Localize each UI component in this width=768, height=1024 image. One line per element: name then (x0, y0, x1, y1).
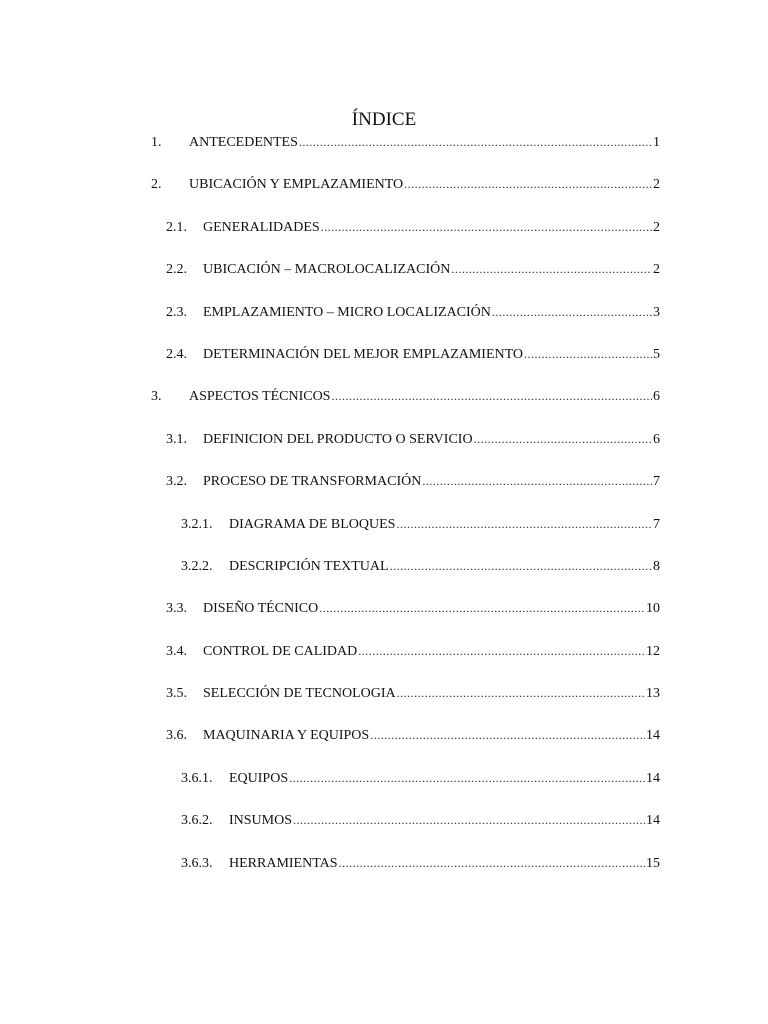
toc-entry-row (181, 556, 660, 577)
toc-entry-row (151, 174, 660, 195)
toc-entry-page-number: 1 (653, 135, 660, 150)
toc-entry[interactable] (0, 131, 768, 173)
toc-entry-number: 3.4. (166, 643, 187, 659)
toc-entry-text: DEFINICION DEL PRODUCTO O SERVICIO (203, 431, 473, 447)
toc-entry-number: 1. (151, 135, 162, 150)
toc-entry-page-number: 8 (653, 558, 660, 574)
toc-entry-text: HERRAMIENTAS (229, 855, 338, 871)
toc-entry-page-number: 7 (653, 516, 660, 532)
toc-entry-text: EQUIPOS (229, 770, 289, 786)
toc-entry-text: MAQUINARIA Y EQUIPOS (203, 728, 370, 744)
toc-entry-number: 2.3. (166, 304, 187, 320)
toc-entry-number: 3.3. (166, 601, 187, 617)
toc-dot-leader (370, 725, 645, 745)
toc-entry[interactable] (0, 301, 768, 343)
toc-dot-leader (321, 217, 652, 237)
toc-entry-text: DESCRIPCIÓN TEXTUAL (229, 558, 389, 574)
toc-entry[interactable] (0, 597, 768, 639)
toc-entry-text: PROCESO DE TRANSFORMACIÓN (203, 474, 422, 490)
toc-entry-number: 2. (151, 177, 162, 193)
toc-entry-row (181, 768, 660, 789)
toc-entry-row (181, 514, 660, 535)
toc-entry-row (166, 344, 660, 365)
toc-dot-leader (331, 386, 652, 406)
toc-entry[interactable] (0, 385, 768, 427)
toc-entry-number: 3. (151, 389, 162, 405)
toc-entry-text: DETERMINACIÓN DEL MEJOR EMPLAZAMIENTO (203, 346, 524, 362)
toc-entry-number: 2.1. (166, 219, 187, 235)
toc-entry-row (166, 429, 660, 450)
toc-entry[interactable] (0, 767, 768, 809)
toc-entry-row (181, 853, 660, 874)
toc-dot-leader (524, 344, 652, 364)
toc-dot-leader (293, 810, 645, 830)
toc-entry[interactable] (0, 809, 768, 851)
toc-entry[interactable] (0, 470, 768, 512)
toc-entry[interactable] (0, 513, 768, 555)
toc-entry[interactable] (0, 724, 768, 766)
toc-entry-row (166, 641, 660, 662)
toc-dot-leader (451, 259, 652, 279)
toc-entry-page-number: 14 (646, 813, 660, 829)
toc-entry-text: UBICACIÓN – MACROLOCALIZACIÓN (203, 262, 451, 278)
toc-entry-row (181, 810, 660, 831)
toc-dot-leader (319, 598, 645, 618)
toc-entry-number: 3.1. (166, 431, 187, 447)
toc-entry-number: 3.6. (166, 728, 187, 744)
toc-entry[interactable] (0, 682, 768, 724)
toc-entry[interactable] (0, 173, 768, 215)
toc-entry[interactable] (0, 555, 768, 597)
toc-entry-row (151, 386, 660, 407)
toc-entry-page-number: 6 (653, 389, 660, 405)
toc-entry-page-number: 12 (646, 643, 660, 659)
toc-entry-row (166, 683, 660, 704)
toc-entry-page-number: 2 (653, 262, 660, 278)
toc-entry-text: ANTECEDENTES (189, 135, 298, 150)
toc-entry-row (166, 302, 660, 323)
toc-entry-page-number: 7 (653, 474, 660, 490)
toc-entry-row (166, 259, 660, 280)
toc-entry[interactable] (0, 428, 768, 470)
toc-entry-row (151, 132, 660, 153)
toc-dot-leader (404, 174, 652, 194)
toc-entry-text: SELECCIÓN DE TECNOLOGIA (203, 686, 396, 702)
table-of-contents (0, 131, 768, 894)
toc-entry-row (166, 725, 660, 746)
toc-entry-page-number: 6 (653, 431, 660, 447)
toc-entry-page-number: 10 (646, 601, 660, 617)
toc-entry-page-number: 2 (653, 219, 660, 235)
toc-entry-text: ASPECTOS TÉCNICOS (189, 389, 331, 405)
toc-entry-row (166, 598, 660, 619)
toc-dot-leader (422, 471, 652, 491)
toc-entry-number: 3.6.2. (181, 813, 213, 829)
toc-dot-leader (474, 429, 652, 449)
toc-entry-page-number: 3 (653, 304, 660, 320)
toc-entry-text: CONTROL DE CALIDAD (203, 643, 358, 659)
toc-entry-row (166, 217, 660, 238)
toc-entry-page-number: 14 (646, 770, 660, 786)
toc-entry-number: 3.2.2. (181, 558, 213, 574)
toc-entry-text: EMPLAZAMIENTO – MICRO LOCALIZACIÓN (203, 304, 491, 320)
toc-entry[interactable] (0, 258, 768, 300)
toc-dot-leader (390, 556, 652, 576)
toc-entry-text: INSUMOS (229, 813, 293, 829)
toc-entry-number: 3.6.3. (181, 855, 213, 871)
toc-entry[interactable] (0, 640, 768, 682)
toc-title: ÍNDICE (351, 109, 417, 130)
toc-entry-page-number: 2 (653, 177, 660, 193)
toc-dot-leader (358, 641, 645, 661)
toc-entry-text: DISEÑO TÉCNICO (203, 601, 319, 617)
toc-entry-number: 2.2. (166, 262, 187, 278)
toc-entry-page-number: 5 (653, 346, 660, 362)
toc-entry-page-number: 13 (646, 686, 660, 702)
toc-entry-number: 3.2. (166, 474, 187, 490)
toc-entry-row (166, 471, 660, 492)
toc-entry[interactable] (0, 216, 768, 258)
toc-entry[interactable] (0, 343, 768, 385)
toc-dot-leader (339, 853, 645, 873)
toc-dot-leader (492, 302, 652, 322)
toc-dot-leader (397, 683, 645, 703)
toc-dot-leader (289, 768, 645, 788)
toc-entry-page-number: 14 (646, 728, 660, 744)
toc-entry-number: 3.5. (166, 686, 187, 702)
toc-entry-number: 3.2.1. (181, 516, 213, 532)
toc-entry-page-number: 15 (646, 855, 660, 871)
toc-entry-text: DIAGRAMA DE BLOQUES (229, 516, 396, 532)
toc-dot-leader (396, 514, 652, 534)
toc-dot-leader (299, 132, 652, 152)
toc-entry-number: 3.6.1. (181, 770, 213, 786)
toc-entry-text: GENERALIDADES (203, 219, 320, 235)
toc-entry-text: UBICACIÓN Y EMPLAZAMIENTO (189, 177, 404, 193)
toc-entry[interactable] (0, 852, 768, 894)
toc-entry-number: 2.4. (166, 346, 187, 362)
